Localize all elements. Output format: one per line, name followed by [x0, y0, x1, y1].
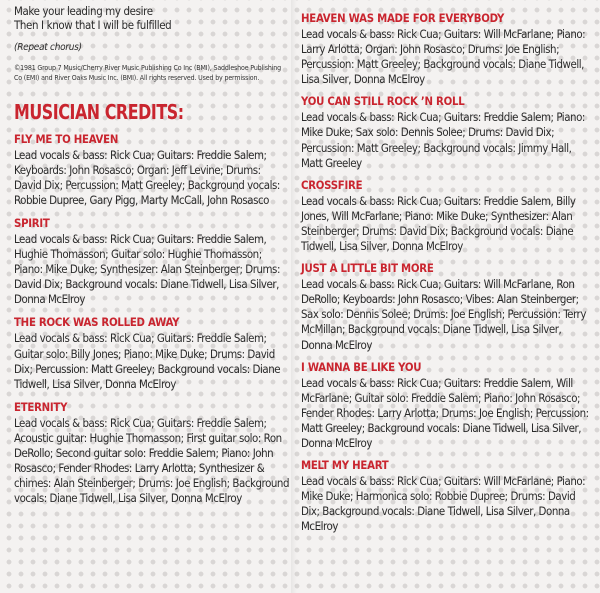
- song-title: JUST A LITTLE BIT MORE: [301, 262, 434, 276]
- song-title: ETERNITY: [14, 400, 68, 414]
- song-credits: Lead vocals & bass: Rick Cua; Guitars: Freddie Salem; Acoustic guitar: Hughie Thomasson; First guitar solo: Ron DeRollo; Second guitar solo: Freddie Salem; Piano: John Rosasco; Fender Rhodes: Larry Arlotta; Synthesizer & chimes: Alan Steinberger; Drums: Joe English; Background vocals: Diane Tidwell, Lisa Silver, Donna McElroy: [14, 415, 290, 506]
- song-credit-block: [14, 217, 290, 307]
- song-credit-block: [301, 95, 593, 170]
- song-credit-block: [14, 133, 290, 208]
- song-credit-block: [14, 316, 290, 391]
- song-credits: Lead vocals & bass: Rick Cua; Guitars: Freddie Salem, Billy Jones, Will McFarlane; Piano: Mike Duke; Synthesizer: Alan Steinberger; Drums: David Dix; Background vocals: Diane Tidwell, Lisa Silver, Donna McElroy: [301, 193, 576, 254]
- song-credit-block: [301, 12, 593, 87]
- song-credits: Lead vocals & bass: Rick Cua; Guitars: Will McFarlane; Piano: Larry Arlotta; Organ: John Rosasco; Drums: Joe English; Percussion: Matt Greeley; Background vocals: Diane Tidwell, Lisa Silver, Donna McElroy: [301, 27, 586, 87]
- song-credit-block: [301, 179, 593, 254]
- song-title: THE ROCK WAS ROLLED AWAY: [14, 316, 180, 330]
- song-credits: Lead vocals & bass: Rick Cua; Guitars: Will McFarlane, Ron DeRollo; Keyboards: John Rosasco; Vibes: Alan Steinberger; Sax solo: Dennis Solee; Drums: Joe English; Percussion: Terry McMillan; Background vocals: Diane Tidwell, Lisa Silver, Donna McElroy: [301, 277, 586, 352]
- right-column: [301, 0, 593, 542]
- lyric-line: Then I know that I will be fulfilled: [14, 18, 172, 33]
- song-title: SPIRIT: [14, 216, 50, 230]
- song-credit-block: [301, 262, 593, 352]
- song-credits: Lead vocals & bass: Rick Cua; Guitars: Freddie Salem, Will McFarlane; Guitar solo: Freddie Salem; Piano: John Rosasco; Fender Rhodes: Larry Arlotta; Drums: Joe English; Percussion: Matt Greeley; Background vocals: Diane Tidwell, Lisa Silver, Donna McElroy: [301, 375, 589, 450]
- song-credits: Lead vocals & bass: Rick Cua; Guitars: Freddie Salem; Piano: Mike Duke; Sax solo: Dennis Solee; Drums: David Dix; Percussion: Matt Greeley; Background vocals: Jimmy Hall, Matt Greeley: [301, 110, 585, 170]
- song-title: CROSSFIRE: [301, 178, 363, 192]
- left-column: [14, 0, 290, 515]
- song-credit-block: [301, 361, 593, 451]
- song-credit-block: [301, 459, 593, 534]
- copyright-notice: ©1981 Group 7 Music/Cherry River Music Publishing Co Inc (BMI), Saddleshoe Publishing Co (EMI) and River Oaks Music Inc. (BMI). All rights reserved. Used by permission.: [14, 64, 281, 82]
- song-credits: Lead vocals & bass: Rick Cua; Guitars: Will McFarlane; Piano: Mike Duke; Harmonica solo: Robbie Dupree; Drums: David Dix; Background vocals: Diane Tidwell, Lisa Silver, Donna McElroy: [301, 474, 586, 534]
- song-title: YOU CAN STILL ROCK ’N ROLL: [301, 95, 465, 109]
- song-credit-block: [14, 401, 290, 507]
- song-credits: Lead vocals & bass: Rick Cua; Guitars: Freddie Salem; Keyboards: John Rosasco; Organ: Jeff Levine; Drums: David Dix; Percussion: Matt Greeley; Background vocals: Robbie Dupree, Gary Pigg, Marty McCall, John Rosasco: [14, 147, 280, 207]
- song-title: HEAVEN WAS MADE FOR EVERYBODY: [301, 12, 505, 25]
- song-title: FLY ME TO HEAVEN: [14, 132, 119, 146]
- song-title: I WANNA BE LIKE YOU: [301, 360, 422, 374]
- lyric-line: Make your leading my desire: [14, 4, 153, 18]
- page-fold: [291, 0, 297, 593]
- repeat-chorus-note: (Repeat chorus): [14, 42, 82, 54]
- musician-credits-heading: MUSICIAN CREDITS:: [14, 99, 184, 124]
- song-credits: Lead vocals & bass: Rick Cua; Guitars: Freddie Salem, Hughie Thomasson; Guitar solo: Hughie Thomasson; Piano: Mike Duke; Synthesizer: Alan Steinberger; Drums: David Dix; Background vocals: Diane Tidwell, Lisa Silver, Donna McElroy: [14, 231, 280, 307]
- song-credits: Lead vocals & bass: Rick Cua; Guitars: Freddie Salem; Guitar solo: Billy Jones; Piano: Mike Duke; Drums: David Dix; Percussion: Matt Greeley; Background vocals: Diane Tidwell, Lisa Silver, Donna McElroy: [14, 331, 281, 391]
- song-title: MELT MY HEART: [301, 459, 389, 473]
